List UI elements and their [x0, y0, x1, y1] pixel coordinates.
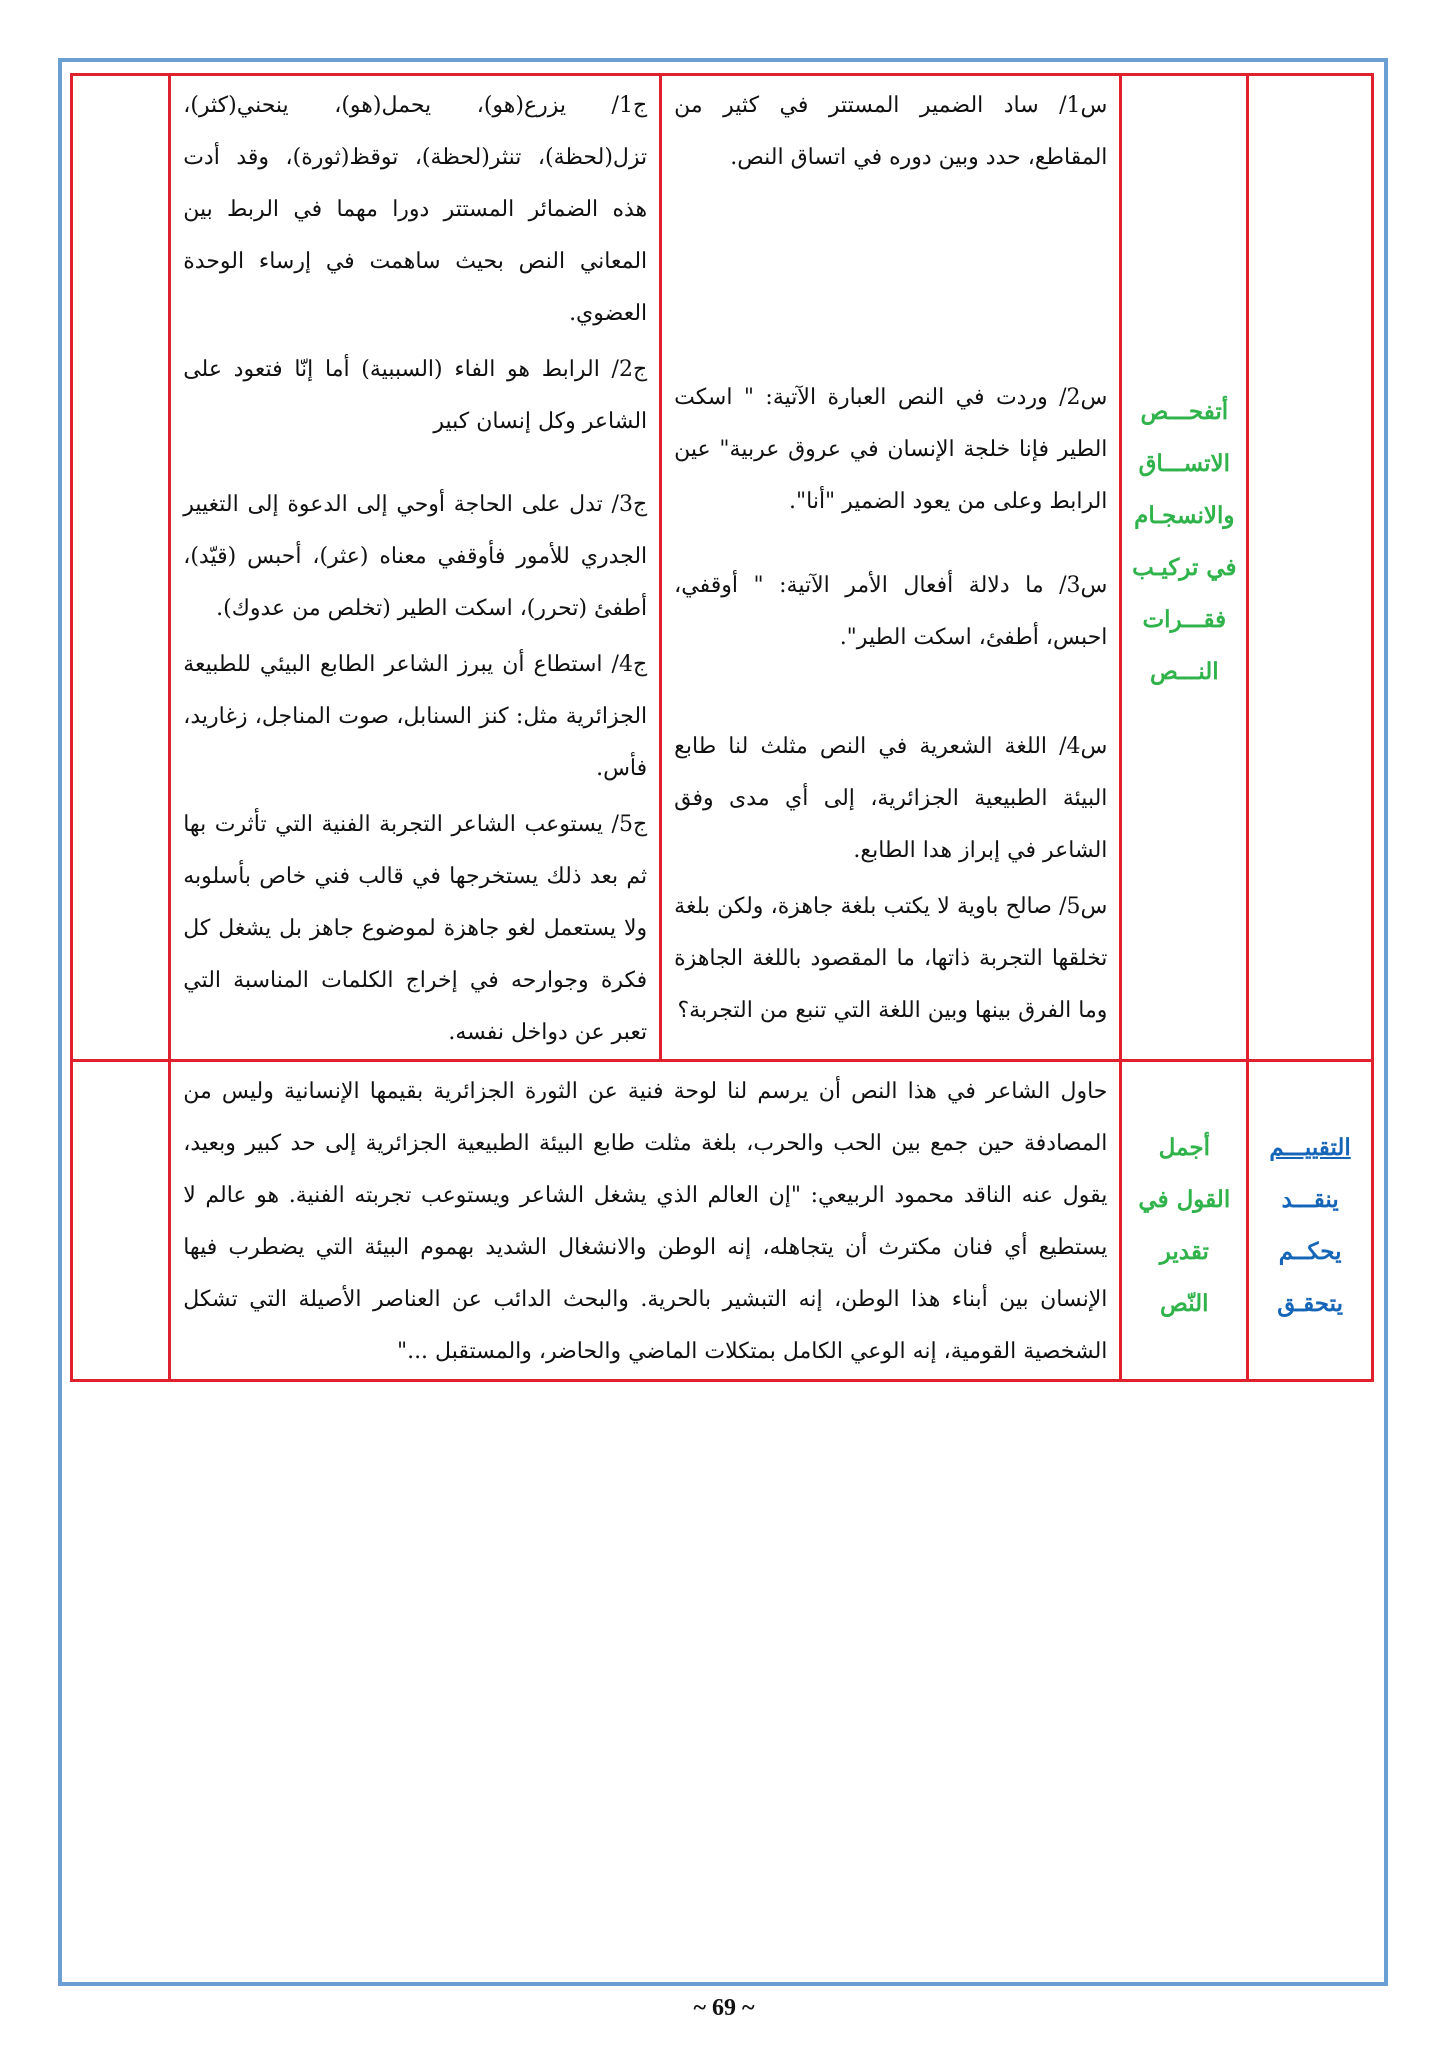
analysis-goal-cell [1121, 75, 1248, 1061]
analysis-step-cell [1248, 75, 1373, 1061]
answer-3: ج3/ تدل على الحاجة أوحي إلى الدعوة إلى التغيير الجدري للأمور فأوقفي معناه (عثر)، أحبس (قيّد)، أطفئ (تحرر)، اسكت الطير (تخلص من عدوك). [183, 492, 648, 621]
evaluation-step: التقييـــم ينقـــد يحكــم يتحقـق [1269, 1134, 1351, 1317]
evaluation-row [72, 1061, 1373, 1381]
evaluation-step-cell [1248, 1061, 1373, 1381]
questions-cell [661, 75, 1121, 1061]
evaluation-text-cell [170, 1061, 1121, 1381]
question-4: س4/ اللغة الشعرية في النص مثلث لنا طابع البيئة الطبيعية الجزائرية، إلى أي مدى وفق الشاعر في إبراز هدا الطابع. [674, 734, 1108, 863]
analysis-goal: أتفحـــص الاتســـاق والانسجـام في تركيـب فقـــرات النـــص [1132, 398, 1237, 685]
answer-2: ج2/ الرابط هو الفاء (السببية) أما إنّا فتعود على الشاعر وكل إنسان كبير [183, 357, 648, 434]
answers-cell [170, 75, 661, 1061]
evaluation-notes-cell [72, 1061, 170, 1381]
analysis-notes-cell [72, 75, 170, 1061]
answer-1: ج1/ يزرع(هو)، يحمل(هو)، ينحني(كثر)، تزل(لحظة)، تنثر(لحظة)، توقظ(ثورة)، وقد أدت هذه الضمائر المستتر دورا مهما في الربط بين المعاني النص بحيث ساهمت في إرساء الوحدة العضوي. [183, 93, 648, 326]
question-3: س3/ ما دلالة أفعال الأمر الآتية: " أوقفي، احبس، أطفئ، اسكت الطير". [674, 573, 1108, 650]
answer-4: ج4/ استطاع أن يبرز الشاعر الطابع البيئي للطبيعة الجزائرية مثل: كنز السنابل، صوت المناجل، زغاريد، فأس. [183, 652, 648, 781]
page-number: ~ 69 ~ [693, 1995, 755, 2021]
question-1: س1/ ساد الضمير المستتر في كثير من المقاطع، حدد وبين دوره في اتساق النص. [674, 93, 1108, 170]
question-2: س2/ وردت في النص العبارة الآتية: " اسكت الطير فإنا خلجة الإنسان في عروق عربية" عين الرابط وعلى من يعود الضمير "أنا". [674, 385, 1108, 514]
lesson-table [70, 73, 1374, 1382]
answer-5: ج5/ يستوعب الشاعر التجربة الفنية التي تأثرت بها ثم بعد ذلك يستخرجها في قالب فني خاص بأسلوبه ولا يستعمل لغو جاهزة لموضوع جاهز بل يشغل كل فكرة وجوارحه في إخراج الكلمات المناسبة التي تعبر عن دواخل نفسه. [183, 812, 648, 1045]
evaluation-goal-cell [1121, 1061, 1248, 1381]
evaluation-text: حاول الشاعر في هذا النص أن يرسم لنا لوحة فنية عن الثورة الجزائرية بقيمها الإنسانية وليس من المصادفة حين جمع بين الحب والحرب، بلغة مثلت طابع البيئة الطبيعية الجزائرية إلى حد كبير وبعيد، يقول عنه الناقد محمود الربيعي: "إن العالم الذي يشغل الشاعر ويستوعب تجربته الفنية. هو عالم لا يستطيع أي فنان مكترث أن يتجاهله، إنه الوطن والانشغال الشديد بهموم البيئة التي يضطرب فيها الإنسان بين أبناء هذا الوطن، إنه التبشير بالحرية. والبحث الدائب عن العناصر الأصيلة التي تشكل الشخصية القومية، إنه الوعي الكامل بمتكلات الماضي والحاضر، والمستقبل ..." [183, 1079, 1108, 1364]
analysis-row [72, 75, 1373, 1061]
question-5: س5/ صالح باوية لا يكتب بلغة جاهزة، ولكن بلغة تخلقها التجربة ذاتها، ما المقصود باللغة الجاهزة وما الفرق بينها وبين اللغة التي تنبع من التجربة؟ [674, 894, 1108, 1023]
evaluation-goal: أجمل القول في تقدير النّص [1138, 1134, 1231, 1317]
